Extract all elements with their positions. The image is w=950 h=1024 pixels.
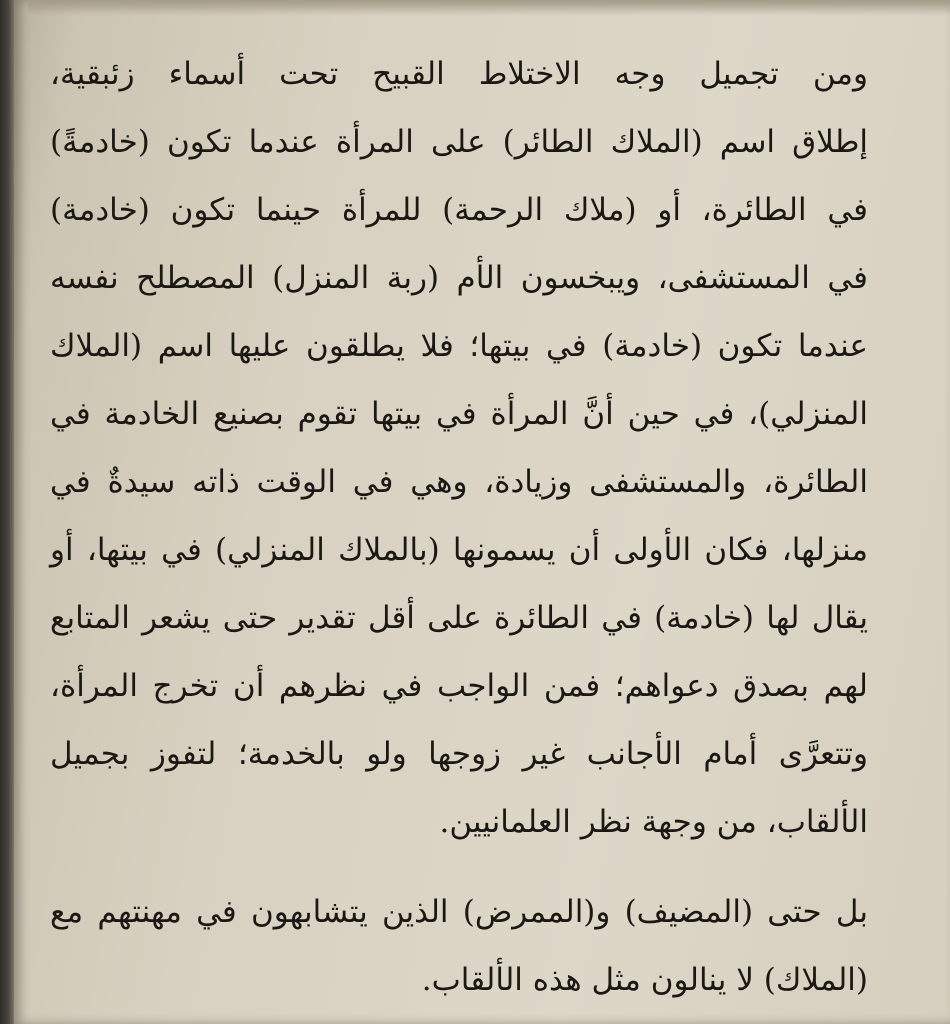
text-line: بل حتى (المضيف) و(الممرض) الذين يتشابهون في مهنتهم مع — [50, 894, 868, 930]
text-line: الطائرة، والمستشفى وزيادة، وهي في الوقت ذاته سيدةٌ في — [50, 464, 868, 500]
text-line: وتتعرَّى أمام الأجانب غير زوجها ولو بالخدمة؛ لتفوز بجميل — [50, 736, 868, 772]
text-line: منزلها، فكان الأولى أن يسمونها (بالملاك المنزلي) في بيتها، أو — [50, 532, 868, 568]
page-top-edge — [28, 0, 950, 16]
book-binding — [0, 0, 14, 1024]
text-line: في المستشفى، ويبخسون الأم (ربة المنزل) المصطلح نفسه — [50, 260, 868, 296]
text-line: يقال لها (خادمة) في الطائرة على أقل تقدير حتى يشعر المتابع — [50, 600, 868, 636]
text-line: لهم بصدق دعواهم؛ فمن الواجب في نظرهم أن تخرج المرأة، — [50, 668, 868, 704]
text-line: في الطائرة، أو (ملاك الرحمة) للمرأة حينما تكون (خادمة) — [50, 192, 868, 228]
text-line: المنزلي)، في حين أنَّ المرأة في بيتها تقوم بصنيع الخادمة في — [50, 396, 868, 432]
paragraph-gap — [50, 856, 868, 878]
page-text — [50, 40, 868, 1014]
paragraph-1 — [50, 40, 868, 856]
text-line: (الملاك) لا ينالون مثل هذه الألقاب. — [421, 962, 868, 998]
text-line: ومن تجميل وجه الاختلاط القبيح تحت أسماء زئبقية، — [50, 56, 868, 92]
paragraph-2 — [50, 878, 868, 1014]
text-line: عندما تكون (خادمة) في بيتها؛ فلا يطلقون عليها اسم (الملاك — [50, 328, 868, 364]
text-line: إطلاق اسم (الملاك الطائر) على المرأة عندما تكون (خادمةً) — [50, 124, 868, 160]
text-line: الألقاب، من وجهة نظر العلمانيين. — [439, 804, 868, 840]
